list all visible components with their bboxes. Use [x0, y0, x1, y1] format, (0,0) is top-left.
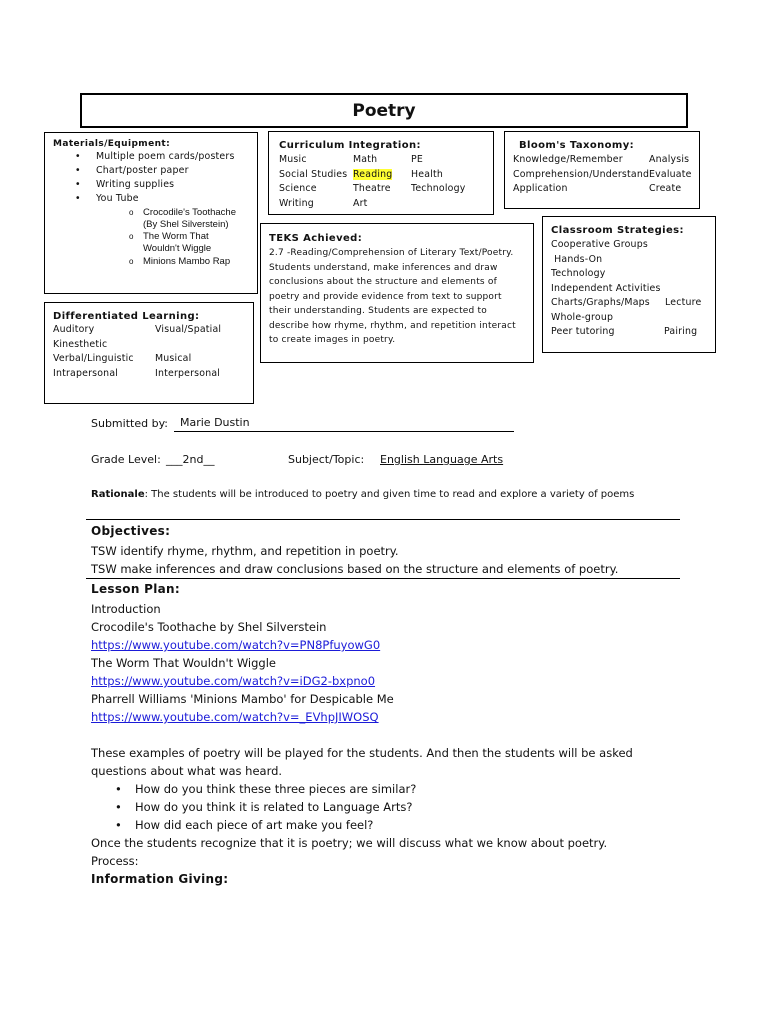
differentiated-grid: [53, 323, 245, 381]
differentiated-box: [44, 302, 254, 404]
page-title: Poetry: [352, 100, 416, 121]
grade-value[interactable]: ___2nd__: [166, 453, 215, 466]
title-box: [80, 93, 688, 128]
objectives-heading: Objectives:: [91, 524, 171, 538]
lesson-body: [91, 600, 394, 726]
lesson-item: Pharrell Williams 'Minions Mambo' for Despicable Me: [91, 692, 394, 706]
strategy-item: Hands-On: [551, 253, 603, 265]
divider: [86, 519, 680, 520]
materials-subitem: o Crocodile's Toothache (By Shel Silverstein): [53, 207, 249, 230]
rationale-label: Rationale: [91, 489, 145, 500]
question-item: • How did each piece of art make you feel?: [115, 818, 374, 832]
lesson-paragraph: These examples of poetry will be played for the students. And then the students will be asked questions about what was heard.: [91, 746, 633, 778]
submitted-label: Submitted by:: [91, 417, 168, 430]
materials-item: • Chart/poster paper: [53, 164, 249, 178]
curriculum-grid: [279, 153, 483, 211]
strategy-item: Technology: [551, 268, 606, 279]
strategy-row: Charts/Graphs/Maps Lecture: [551, 297, 702, 308]
curriculum-row: Music Math PE: [279, 154, 423, 165]
materials-list: [53, 150, 249, 206]
lesson-followup: Once the students recognize that it is poetry; we will discuss what we know about poetry. Process:: [91, 836, 608, 868]
question-item: • How do you think it is related to Language Arts?: [115, 800, 413, 814]
teks-heading: TEKS Achieved:: [269, 233, 363, 244]
blooms-row: Application Create: [513, 183, 682, 194]
grade-label: Grade Level:: [91, 453, 161, 466]
differentiated-row: Kinesthetic: [53, 338, 108, 350]
strategies-box: [542, 216, 716, 353]
objectives-list: [91, 542, 618, 578]
question-item: • How do you think these three pieces are similar?: [115, 782, 417, 796]
materials-subitem: o The Worm That Wouldn't Wiggle: [53, 231, 249, 254]
materials-subitem: o Minions Mambo Rap: [53, 256, 249, 268]
differentiated-heading: Differentiated Learning:: [53, 311, 200, 322]
materials-item: • You Tube: [53, 192, 249, 206]
lesson-intro: Introduction: [91, 602, 161, 616]
objective-item: TSW identify rhyme, rhythm, and repetition in poetry.: [91, 544, 399, 558]
strategy-row: Peer tutoring Pairing: [551, 326, 698, 337]
subject-label: Subject/Topic:: [288, 453, 365, 466]
blooms-grid: [513, 153, 691, 197]
materials-heading: Materials/Equipment:: [53, 139, 171, 149]
question-list: [91, 780, 416, 834]
lesson-item: The Worm That Wouldn't Wiggle: [91, 656, 276, 670]
materials-box: [44, 132, 258, 294]
objective-item: TSW make inferences and draw conclusions based on the structure and elements of poetry.: [91, 562, 619, 576]
strategies-list: [551, 238, 707, 340]
strategies-heading: Classroom Strategies:: [551, 225, 684, 236]
video-link[interactable]: https://www.youtube.com/watch?v=iDG2-bxpno0: [91, 674, 376, 688]
curriculum-heading: Curriculum Integration:: [279, 140, 421, 151]
divider: [86, 578, 680, 579]
teks-box: [260, 223, 534, 363]
blooms-box: [504, 131, 700, 209]
submitted-field[interactable]: Marie Dustin: [174, 415, 514, 432]
differentiated-row: Auditory Visual/Spatial: [53, 324, 222, 335]
rationale: [91, 489, 634, 500]
lesson-item: Crocodile's Toothache by Shel Silverstein: [91, 620, 327, 634]
information-giving-heading: Information Giving:: [91, 872, 229, 886]
curriculum-box: [268, 131, 494, 215]
curriculum-row: Writing Art: [279, 197, 368, 209]
strategy-item: Cooperative Groups: [551, 239, 648, 250]
strategy-item: Whole-group: [551, 311, 614, 323]
strategy-item: Independent Activities: [551, 282, 661, 294]
blooms-row: Comprehension/Understand Evaluate: [513, 168, 692, 180]
differentiated-row: Intrapersonal Interpersonal: [53, 367, 221, 379]
video-link[interactable]: https://www.youtube.com/watch?v=PN8PfuyowG0: [91, 638, 381, 652]
rationale-text: : The students will be introduced to poetry and given time to read and explore a variety of poems: [144, 489, 635, 500]
differentiated-row: Verbal/Linguistic Musical: [53, 353, 192, 364]
materials-item: • Multiple poem cards/posters: [53, 150, 249, 164]
materials-sublist: [53, 207, 249, 268]
lesson-heading: Lesson Plan:: [91, 582, 180, 596]
blooms-heading: Bloom's Taxonomy:: [519, 140, 635, 151]
teks-text: 2.7 -Reading/Comprehension of Literary Text/Poetry. Students understand, make inferences and draw conclusions about the structure and elements of poetry and provide evidence from text to support their understanding. Students are expected to describe how rhyme, rhythm, and repetition interact to create images in poetry.: [269, 248, 516, 345]
video-link[interactable]: https://www.youtube.com/watch?v=_EVhpJIWOSQ: [91, 710, 379, 724]
reading-highlight: Reading: [353, 168, 393, 180]
blooms-row: Knowledge/Remember Analysis: [513, 154, 690, 165]
materials-item: • Writing supplies: [53, 178, 249, 192]
subject-value[interactable]: English Language Arts: [380, 453, 504, 466]
curriculum-row: Science Theatre Technology: [279, 183, 466, 194]
curriculum-row: Social Studies Reading Health: [279, 168, 443, 180]
